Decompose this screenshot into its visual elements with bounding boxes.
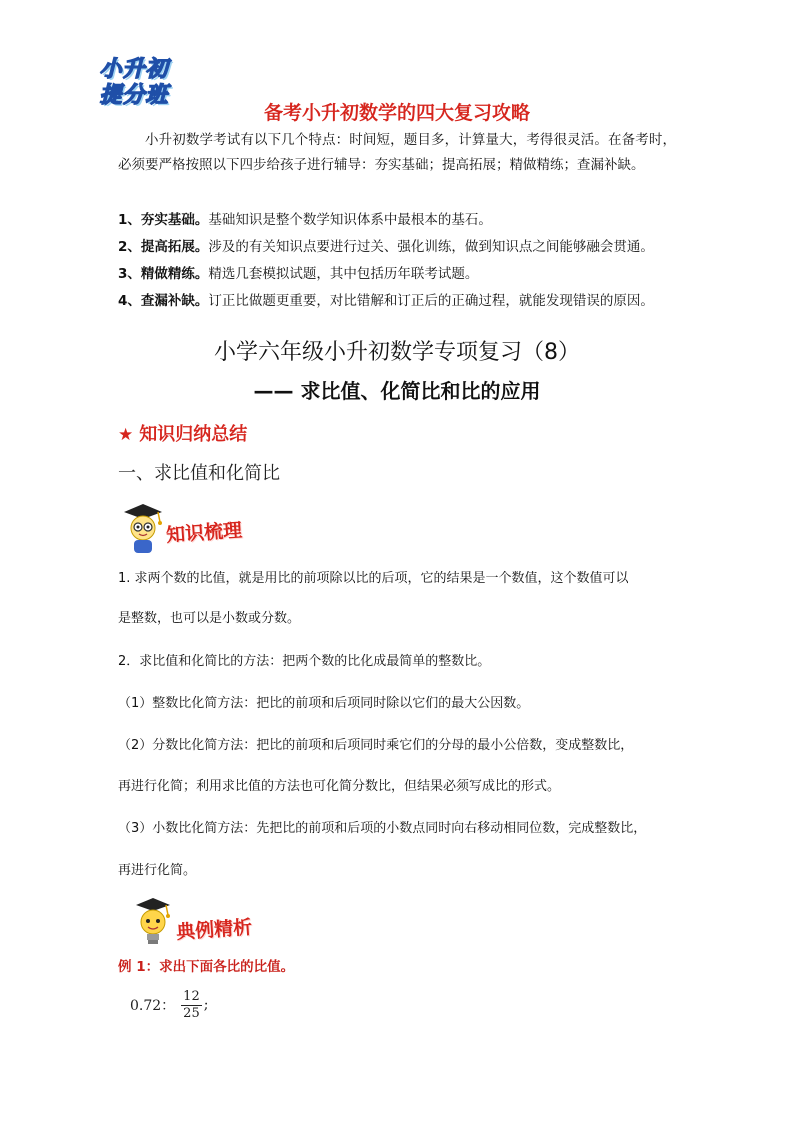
knowledge-heading-text: 知识归纳总结 xyxy=(139,424,248,445)
subheading: 一、求比值和化简比 xyxy=(118,463,280,484)
tip-2-head: 2、提高拓展。 xyxy=(118,239,209,255)
tip-2 xyxy=(118,236,698,258)
tip-1-head: 1、夯实基础。 xyxy=(118,212,209,228)
expression-left: 0.72： xyxy=(130,998,176,1014)
knowledge-badge xyxy=(120,500,280,555)
tip-2-body: 涉及的有关知识点要进行过关、强化训练，做到知识点之间能够融会贯通。 xyxy=(208,239,654,255)
paragraph-2: 是整数，也可以是小数或分数。 xyxy=(118,611,301,626)
main-title: 备考小升初数学的四大复习攻略 xyxy=(263,102,530,124)
paragraph-4: （1）整数比化简方法：把比的前项和后项同时除以它们的最大公因数。 xyxy=(118,696,530,711)
bulb-mascot-icon xyxy=(130,895,176,950)
tip-3-head: 3、精做精练。 xyxy=(118,266,209,282)
tip-4-body: 订正比做题更重要，对比错解和订正后的正确过程，就能发现错误的原因。 xyxy=(208,293,654,309)
paragraph-5: （2）分数比化简方法：把比的前项和后项同时乘它们的分母的最小公倍数，变成整数比， xyxy=(118,738,634,753)
tip-1 xyxy=(118,209,698,231)
section-subtitle: —— 求比值、化简比和比的应用 xyxy=(253,379,541,403)
fraction xyxy=(181,989,202,1022)
tip-4 xyxy=(118,290,698,312)
knowledge-heading xyxy=(118,422,247,448)
tip-1-body: 基础知识是整个数学知识体系中最根本的基石。 xyxy=(208,212,492,228)
paragraph-8: 再进行化简。 xyxy=(118,863,197,878)
knowledge-badge-label: 知识梳理 xyxy=(165,519,243,547)
paragraph-1: 1. 求两个数的比值，就是用比的前项除以比的后项，它的结果是一个数值，这个数值可以 xyxy=(118,571,629,586)
example-title: 例 1：求出下面各比的比值。 xyxy=(118,959,295,975)
logo-line-1: 小升初 xyxy=(99,57,169,82)
doctor-mascot-icon xyxy=(120,500,166,555)
fraction-numerator: 12 xyxy=(183,988,200,1004)
intro-paragraph: 小升初数学考试有以下几个特点：时间短，题目多，计算量大，考得很灵活。在备考时，必须要严格按照以下四步给孩子进行辅导：夯实基础；提高拓展；精做精练；查漏补缺。 xyxy=(118,132,676,173)
paragraph-6: 再进行化简；利用求比值的方法也可化简分数比，但结果必须写成比的形式。 xyxy=(118,779,561,794)
section-title: 小学六年级小升初数学专项复习（8） xyxy=(214,340,580,365)
paragraph-3: 2．求比值和化简比的方法：把两个数的比化成最简单的整数比。 xyxy=(118,654,491,669)
examples-badge xyxy=(120,895,280,950)
tip-4-head: 4、查漏补缺。 xyxy=(118,293,209,309)
example-expression xyxy=(130,987,208,1023)
logo-line-2: 提分班 xyxy=(99,83,169,108)
examples-badge-label: 典例精析 xyxy=(175,916,253,944)
expression-end: ; xyxy=(203,997,209,1013)
tip-3-body: 精选几套模拟试题，其中包括历年联考试题。 xyxy=(208,266,479,282)
fraction-denominator: 25 xyxy=(183,1005,200,1021)
tip-3 xyxy=(118,263,698,285)
star-icon: ★ xyxy=(118,425,134,445)
paragraph-7: （3）小数比化简方法：先把比的前项和后项的小数点同时向右移动相同位数，完成整数比， xyxy=(118,821,647,836)
